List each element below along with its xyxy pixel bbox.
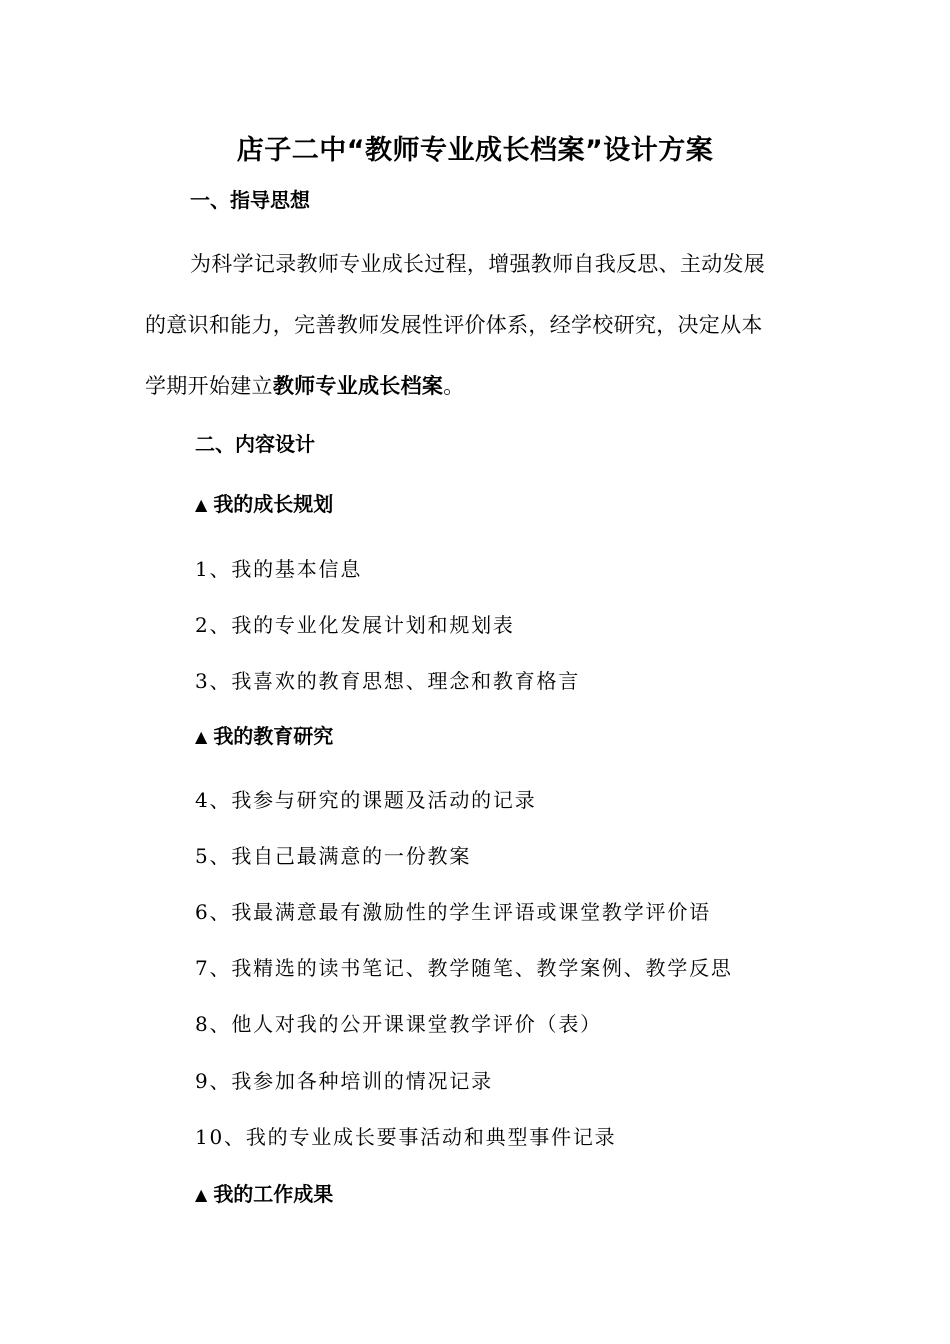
list-item: 10、我的专业成长要事活动和典型事件记录 xyxy=(195,1125,617,1149)
list-item: 2、我的专业化发展计划和规划表 xyxy=(195,613,515,637)
list-item: 4、我参与研究的课题及活动的记录 xyxy=(195,788,537,812)
triangle-bullet-icon: ▲ xyxy=(195,1185,208,1204)
list-item: 3、我喜欢的教育思想、理念和教育格言 xyxy=(195,669,581,693)
list-item: 8、他人对我的公开课课堂教学评价（表） xyxy=(195,1012,602,1036)
list-item: 5、我自己最满意的一份教案 xyxy=(195,844,472,868)
paragraph-line-2: 的意识和能力，完善教师发展性评价体系，经学校研究，决定从本 xyxy=(145,313,763,337)
list-item: 7、我精选的读书笔记、教学随笔、教学案例、教学反思 xyxy=(195,956,733,980)
group-heading-label: 我的教育研究 xyxy=(213,724,334,748)
section-heading-content-design: 二、内容设计 xyxy=(195,432,315,456)
group-heading-label: 我的成长规划 xyxy=(213,492,334,516)
group-heading-label: 我的工作成果 xyxy=(213,1182,334,1206)
paragraph-line-3-suffix: 。 xyxy=(443,374,465,398)
group-heading-work-achievements xyxy=(195,1184,333,1204)
group-heading-growth-plan xyxy=(195,494,333,514)
paragraph-line-3-bold-term: 教师专业成长档案 xyxy=(272,374,444,398)
paragraph-line-1: 为科学记录教师专业成长过程，增强教师自我反思、主动发展 xyxy=(190,252,766,276)
paragraph-line-3 xyxy=(145,376,465,397)
paragraph-line-3-prefix: 学期开始建立 xyxy=(145,374,273,398)
group-heading-education-research xyxy=(195,726,333,746)
triangle-bullet-icon: ▲ xyxy=(195,495,208,514)
triangle-bullet-icon: ▲ xyxy=(195,727,208,746)
list-item: 9、我参加各种培训的情况记录 xyxy=(195,1069,493,1093)
section-heading-guiding-ideology: 一、指导思想 xyxy=(190,188,310,212)
list-item: 1、我的基本信息 xyxy=(195,557,363,581)
document-title: 店子二中“教师专业成长档案”设计方案 xyxy=(236,135,714,166)
list-item: 6、我最满意最有激励性的学生评语或课堂教学评价语 xyxy=(195,900,711,924)
